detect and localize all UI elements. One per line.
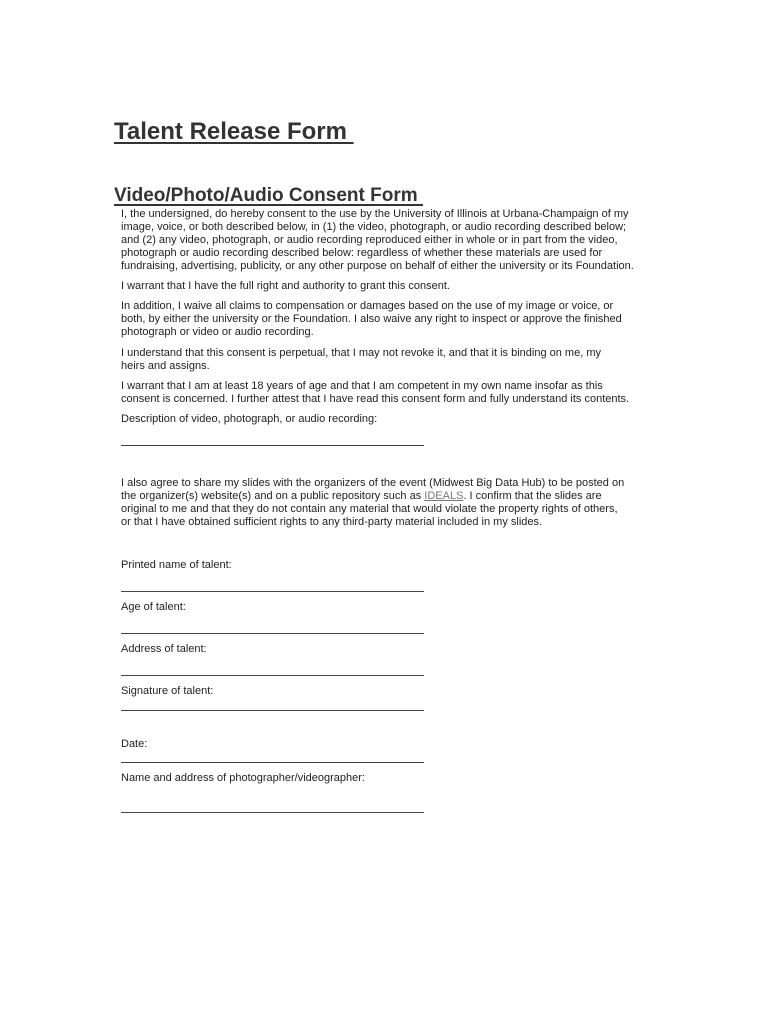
section-title: Video/Photo/Audio Consent Form [114, 185, 423, 206]
signature-blank[interactable] [121, 710, 424, 711]
text-line: heirs and assigns. [121, 360, 210, 372]
address-label: Address of talent: [121, 643, 207, 655]
text-line: and (2) any video, photograph, or audio recording reproduced either in whole or in part from the video, [121, 234, 618, 246]
printed-name-blank[interactable] [121, 591, 424, 592]
text-line: I warrant that I am at least 18 years of age and that I am competent in my own name insofar as this [121, 380, 603, 392]
description-blank[interactable] [121, 445, 424, 446]
ideals-link[interactable]: IDEALS [424, 490, 464, 502]
page-title: Talent Release Form [114, 118, 354, 145]
text-line: I warrant that I have the full right and authority to grant this consent. [121, 280, 450, 292]
consent-paragraph [121, 208, 661, 273]
text-line: photograph or audio recording described below: regardless of whether these materials are used for [121, 247, 603, 259]
text-line: I also agree to share my slides with the organizers of the event (Midwest Big Data Hub) to be posted on [121, 477, 625, 489]
photographer-label: Name and address of photographer/videographer: [121, 772, 365, 784]
description-label: Description of video, photograph, or audio recording: [121, 413, 378, 425]
slides-paragraph [121, 477, 661, 529]
photographer-blank[interactable] [121, 812, 424, 813]
text-line: fundraising, advertising, publicity, or any other purpose on behalf of either the university or its Foundation. [121, 260, 634, 272]
perpetual-paragraph [121, 347, 661, 373]
waiver-paragraph [121, 300, 661, 339]
text-line: I, the undersigned, do hereby consent to the use by the University of Illinois at Urbana-Champaign of my [121, 208, 629, 220]
text-line: both, by either the university or the Foundation. I also waive any right to inspect or approve the finished [121, 313, 622, 325]
address-blank[interactable] [121, 675, 424, 676]
signature-label: Signature of talent: [121, 685, 214, 697]
text-line: or that I have obtained sufficient rights to any third-party material included in my slides. [121, 516, 543, 528]
text-line: photograph or video or audio recording. [121, 326, 314, 338]
text-line: In addition, I waive all claims to compensation or damages based on the use of my image or voice, or [121, 300, 614, 312]
text-line: image, voice, or both described below, in (1) the video, photograph, or audio recording described below; [121, 221, 627, 233]
text-segment: . I confirm that the slides are [463, 490, 602, 502]
printed-name-label: Printed name of talent: [121, 559, 232, 571]
age-blank[interactable] [121, 633, 424, 634]
age-warranty-paragraph [121, 380, 661, 406]
date-label: Date: [121, 738, 148, 750]
text-line: original to me and that they do not contain any material that would violate the property rights of others, [121, 503, 618, 515]
text-line: consent is concerned. I further attest that I have read this consent form and fully understand its contents. [121, 393, 630, 405]
date-blank[interactable] [121, 762, 424, 763]
text-line [121, 490, 661, 503]
age-label: Age of talent: [121, 601, 186, 613]
text-segment: the organizer(s) website(s) and on a public repository such as [121, 490, 425, 502]
authority-paragraph [121, 280, 661, 293]
text-line: I understand that this consent is perpetual, that I may not revoke it, and that it is binding on me, my [121, 347, 601, 359]
